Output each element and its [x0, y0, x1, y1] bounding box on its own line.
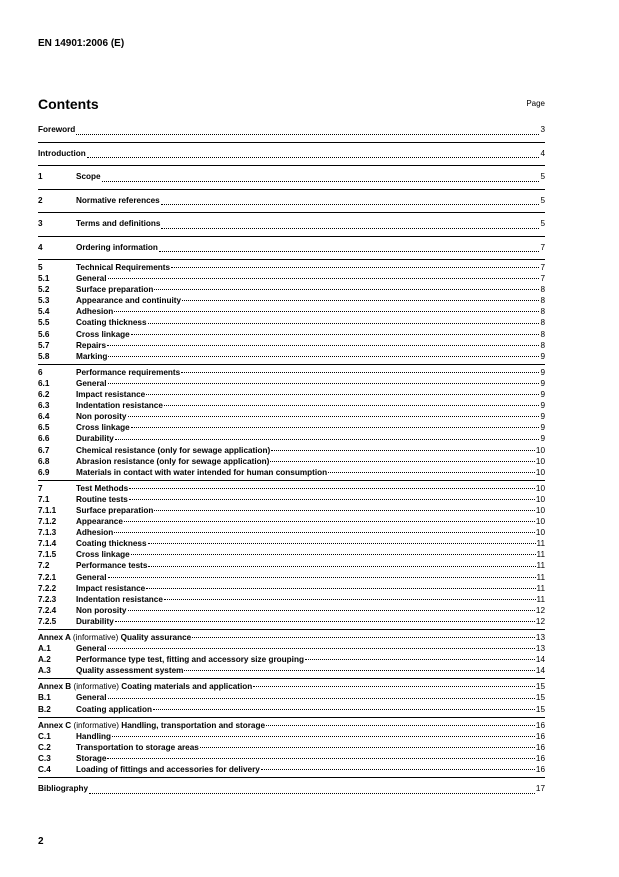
- toc-entry[interactable]: [38, 654, 545, 665]
- toc-entry[interactable]: [38, 583, 545, 594]
- toc-entry-number: 6.9: [38, 467, 50, 477]
- toc-dot-leader: [129, 498, 535, 500]
- annex-label: Annex C: [38, 720, 72, 730]
- toc-dot-leader: [154, 509, 535, 511]
- toc-entry-number: 7.2: [38, 561, 50, 571]
- toc-entry-number: 5.7: [38, 340, 50, 350]
- toc-entry[interactable]: [38, 367, 545, 378]
- toc-entry-page: 9: [540, 351, 545, 361]
- toc-entry-page: 5: [540, 219, 545, 228]
- toc-dot-leader: [148, 565, 535, 567]
- annex-subtitle: Coating materials and application: [121, 682, 253, 692]
- toc-entry-title: [38, 720, 265, 731]
- toc-dot-leader: [108, 647, 535, 649]
- toc-dot-leader: [107, 344, 539, 346]
- toc-entry[interactable]: [38, 616, 545, 627]
- toc-entry-title: General: [76, 693, 107, 703]
- toc-dot-leader: [305, 658, 535, 660]
- toc-dot-leader: [107, 757, 534, 759]
- toc-entry-page: 14: [535, 666, 545, 676]
- toc-entry[interactable]: [38, 742, 545, 753]
- toc-entry[interactable]: [38, 445, 545, 456]
- toc-entry-number: C.1: [38, 731, 51, 741]
- toc-dot-leader: [115, 438, 540, 440]
- toc-entry[interactable]: [38, 643, 545, 654]
- toc-entry-number: 4: [38, 242, 43, 252]
- toc-entry[interactable]: [38, 329, 545, 340]
- toc-dot-leader: [131, 333, 540, 335]
- toc-entry-page: 15: [535, 693, 545, 703]
- page-number: 2: [38, 836, 44, 847]
- page-column-label: Page: [526, 99, 545, 108]
- toc-entry-number: 7.1.1: [38, 505, 57, 515]
- toc-entry-page: 5: [540, 172, 545, 181]
- toc-entry-page: 14: [535, 655, 545, 665]
- toc-entry-title: Impact resistance: [76, 583, 146, 593]
- toc-entry-number: 5.2: [38, 285, 50, 295]
- annex-label: Annex B: [38, 682, 72, 692]
- toc-entry[interactable]: [38, 378, 545, 389]
- document-header: EN 14901:2006 (E): [38, 38, 125, 49]
- toc-entry[interactable]: [38, 422, 545, 433]
- toc-entry[interactable]: [38, 239, 545, 258]
- toc-entry-number: 7.1.2: [38, 517, 57, 527]
- toc-entry-number: A.2: [38, 655, 51, 665]
- toc-entry-title: Performance requirements: [76, 367, 181, 377]
- toc-entry-page: 7: [540, 263, 545, 272]
- toc-dot-leader: [108, 355, 539, 357]
- toc-entry-page: 9: [540, 378, 545, 388]
- toc-entry-page: 9: [540, 367, 545, 377]
- toc-dot-leader: [271, 449, 535, 451]
- toc-separator: [38, 142, 545, 143]
- toc-entry-title: Cross linkage: [76, 423, 130, 433]
- toc-entry-title: Bibliography: [38, 784, 89, 794]
- toc-dot-leader: [261, 768, 535, 770]
- toc-separator: [38, 777, 545, 778]
- toc-entry[interactable]: [38, 665, 545, 676]
- toc-entry-number: 7.1: [38, 494, 50, 504]
- toc-entry-title: [38, 681, 252, 692]
- toc-entry-number: 7.1.3: [38, 528, 57, 538]
- toc-dot-leader: [171, 266, 539, 268]
- toc-entry-page: 12: [535, 616, 545, 626]
- toc-entry-number: C.4: [38, 765, 51, 775]
- toc-entry-page: 11: [536, 561, 545, 571]
- toc-entry-page: 17: [535, 784, 545, 794]
- toc-dot-leader: [153, 708, 535, 710]
- toc-entry-title: Coating thickness: [76, 539, 147, 549]
- toc-entry-title: Performance type test, fitting and accessory size grouping: [76, 655, 304, 665]
- toc-entry[interactable]: [38, 295, 545, 306]
- toc-dot-leader: [270, 460, 535, 462]
- toc-entry-number: 6: [38, 367, 43, 377]
- toc-entry-title: [38, 632, 191, 643]
- toc-entry-title: Adhesion: [76, 528, 114, 538]
- toc-entry-number: 1: [38, 172, 43, 181]
- toc-dot-leader: [181, 371, 539, 373]
- toc-separator: [38, 236, 545, 237]
- toc-dot-leader: [128, 609, 535, 611]
- toc-entry-page: 11: [536, 583, 545, 593]
- toc-dot-leader: [148, 322, 540, 324]
- toc-entry-page: 16: [535, 720, 545, 730]
- toc-entry-title: Storage: [76, 753, 107, 763]
- toc-dot-leader: [87, 156, 540, 158]
- toc-entry-title: Loading of fittings and accessories for delivery: [76, 765, 260, 775]
- toc-separator: [38, 364, 545, 365]
- toc-entry[interactable]: [38, 351, 545, 362]
- toc-entry-title: Non porosity: [76, 605, 127, 615]
- toc-entry-number: 6.5: [38, 423, 50, 433]
- toc-entry-title: Chemical resistance (only for sewage application): [76, 445, 271, 455]
- toc-entry-page: 10: [535, 528, 545, 538]
- toc-entry-title: Test Methods: [76, 483, 129, 493]
- toc-entry-page: 10: [535, 445, 545, 455]
- toc-entry-title: General: [76, 572, 107, 582]
- toc-entry[interactable]: [38, 121, 545, 140]
- toc-entry-title: Foreword: [38, 125, 76, 134]
- toc-entry-number: 7.2.1: [38, 572, 57, 582]
- annex-informative-label: (informative): [73, 682, 119, 692]
- toc-entry-page: 11: [536, 539, 545, 549]
- toc-entry-number: 6.8: [38, 456, 50, 466]
- toc-entry-page: 9: [540, 401, 545, 411]
- toc-entry-title: Ordering information: [76, 242, 158, 252]
- toc-entry-number: B.1: [38, 693, 51, 703]
- toc-dot-leader: [184, 669, 534, 671]
- toc-entry-page: 11: [536, 550, 545, 560]
- annex-label: Annex A: [38, 633, 71, 642]
- toc-entry[interactable]: [38, 731, 545, 742]
- toc-entry-number: 5.8: [38, 351, 50, 361]
- toc-dot-leader: [76, 133, 539, 135]
- toc-entry-title: Coating application: [76, 704, 152, 714]
- toc-entry[interactable]: [38, 527, 545, 538]
- toc-dot-leader: [164, 404, 540, 406]
- toc-entry-page: 8: [540, 318, 545, 328]
- toc-entry[interactable]: [38, 400, 545, 411]
- annex-informative-label: (informative): [72, 633, 119, 642]
- toc-entry-number: 5: [38, 263, 43, 272]
- toc-entry-number: 2: [38, 195, 43, 205]
- toc-entry-number: 6.6: [38, 434, 50, 444]
- toc-dot-leader: [131, 426, 540, 428]
- toc-entry-page: 10: [535, 494, 545, 504]
- toc-entry-title: Transportation to storage areas: [76, 742, 199, 752]
- toc-entry[interactable]: [38, 168, 545, 187]
- toc-entry-title: Terms and definitions: [76, 219, 161, 228]
- toc-entry[interactable]: [38, 516, 545, 527]
- toc-entry-page: 10: [535, 517, 545, 527]
- toc-entry-number: 6.4: [38, 412, 50, 422]
- toc-entry-title: Adhesion: [76, 307, 114, 317]
- toc-entry[interactable]: [38, 317, 545, 328]
- toc-entry-title: Introduction: [38, 148, 86, 158]
- toc-dot-leader: [129, 487, 535, 489]
- toc-entry-title: Scope: [76, 172, 101, 181]
- toc-entry[interactable]: [38, 284, 545, 295]
- toc-dot-leader: [131, 553, 536, 555]
- toc-entry-page: 7: [540, 242, 545, 252]
- toc-separator: [38, 678, 545, 679]
- toc-dot-leader: [148, 542, 536, 544]
- toc-entry[interactable]: [38, 192, 545, 211]
- toc-entry-title: Surface preparation: [76, 285, 154, 295]
- toc-entry-page: 10: [535, 483, 545, 493]
- toc-entry-page: 8: [540, 296, 545, 306]
- toc-entry-number: A.1: [38, 644, 51, 654]
- toc-entry-title: Surface preparation: [76, 505, 154, 515]
- toc-dot-leader: [114, 310, 539, 312]
- toc-entry[interactable]: [38, 681, 545, 692]
- toc-entry-number: 7.1.5: [38, 550, 57, 560]
- toc-entry[interactable]: [38, 753, 545, 764]
- toc-entry-title: Cross linkage: [76, 550, 130, 560]
- toc-entry[interactable]: [38, 538, 545, 549]
- toc-entry-page: 4: [540, 148, 545, 158]
- toc-dot-leader: [161, 203, 540, 205]
- toc-dot-leader: [108, 277, 540, 279]
- toc-separator: [38, 189, 545, 190]
- toc-entry[interactable]: [38, 549, 545, 560]
- toc-entry-page: 10: [535, 505, 545, 515]
- toc-entry-title: Materials in contact with water intended for human consumption: [76, 467, 328, 477]
- toc-dot-leader: [161, 227, 539, 229]
- toc-entry[interactable]: [38, 494, 545, 505]
- toc-entry-number: 7.2.3: [38, 594, 57, 604]
- toc-entry-page: 10: [535, 467, 545, 477]
- toc-entry-title: General: [76, 644, 107, 654]
- toc-separator: [38, 717, 545, 718]
- toc-entry[interactable]: [38, 389, 545, 400]
- toc-entry-page: 11: [536, 572, 545, 582]
- toc-entry-page: 9: [540, 390, 545, 400]
- table-of-contents: [38, 121, 545, 799]
- toc-entry-number: A.3: [38, 666, 51, 676]
- toc-dot-leader: [102, 180, 540, 182]
- toc-dot-leader: [128, 415, 540, 417]
- toc-separator: [38, 259, 545, 260]
- annex-subtitle: Quality assurance: [120, 633, 192, 642]
- toc-entry[interactable]: [38, 692, 545, 703]
- toc-entry-page: 13: [535, 644, 545, 654]
- toc-entry-page: 15: [535, 704, 545, 714]
- toc-entry-title: Performance tests: [76, 561, 148, 571]
- toc-entry-title: Repairs: [76, 340, 107, 350]
- toc-entry[interactable]: [38, 704, 545, 715]
- toc-dot-leader: [328, 471, 535, 473]
- toc-dot-leader: [115, 620, 535, 622]
- toc-dot-leader: [124, 520, 535, 522]
- toc-entry[interactable]: [38, 306, 545, 317]
- toc-dot-leader: [159, 250, 540, 252]
- toc-dot-leader: [164, 598, 536, 600]
- toc-entry-title: Indentation resistance: [76, 401, 163, 411]
- toc-entry-number: 5.3: [38, 296, 50, 306]
- toc-entry-number: 6.2: [38, 390, 50, 400]
- toc-entry-number: 3: [38, 219, 43, 228]
- toc-entry[interactable]: [38, 780, 545, 799]
- toc-entry[interactable]: [38, 505, 545, 516]
- toc-entry-number: 6.3: [38, 401, 50, 411]
- toc-entry-title: Appearance: [76, 517, 123, 527]
- toc-dot-leader: [154, 288, 539, 290]
- toc-entry[interactable]: [38, 411, 545, 422]
- toc-entry[interactable]: [38, 720, 545, 731]
- toc-entry-title: Appearance and continuity: [76, 296, 182, 306]
- toc-entry-page: 5: [540, 195, 545, 205]
- toc-entry-title: Non porosity: [76, 412, 127, 422]
- toc-dot-leader: [182, 299, 539, 301]
- toc-entry-page: 8: [540, 307, 545, 317]
- toc-entry[interactable]: [38, 764, 545, 775]
- toc-dot-leader: [114, 531, 535, 533]
- toc-entry-number: 5.5: [38, 318, 50, 328]
- toc-entry-page: 16: [535, 765, 545, 775]
- toc-entry-page: 10: [535, 456, 545, 466]
- toc-entry-page: 13: [535, 633, 545, 642]
- toc-entry[interactable]: [38, 572, 545, 583]
- toc-entry-number: 7.2.2: [38, 583, 57, 593]
- toc-dot-leader: [108, 382, 540, 384]
- toc-entry-page: 8: [540, 329, 545, 339]
- toc-entry-title: Normative references: [76, 195, 160, 205]
- toc-entry[interactable]: [38, 483, 545, 494]
- toc-entry-number: 5.6: [38, 329, 50, 339]
- toc-entry-page: 16: [535, 742, 545, 752]
- toc-separator: [38, 165, 545, 166]
- toc-entry[interactable]: [38, 632, 545, 643]
- toc-entry[interactable]: [38, 273, 545, 284]
- toc-entry-number: B.2: [38, 704, 51, 714]
- toc-dot-leader: [200, 746, 535, 748]
- toc-entry[interactable]: [38, 560, 545, 571]
- toc-dot-leader: [192, 636, 535, 638]
- toc-entry-page: 16: [535, 753, 545, 763]
- toc-dot-leader: [146, 393, 539, 395]
- toc-dot-leader: [112, 735, 535, 737]
- toc-entry[interactable]: [38, 467, 545, 478]
- toc-entry-number: 7.2.4: [38, 605, 57, 615]
- toc-entry-number: 7: [38, 483, 43, 493]
- toc-entry[interactable]: [38, 145, 545, 164]
- toc-entry[interactable]: [38, 262, 545, 273]
- toc-entry-page: 9: [540, 434, 545, 444]
- toc-entry-title: Impact resistance: [76, 390, 146, 400]
- toc-entry-page: 8: [540, 285, 545, 295]
- toc-dot-leader: [108, 576, 536, 578]
- toc-separator: [38, 212, 545, 213]
- toc-entry-title: Cross linkage: [76, 329, 130, 339]
- toc-entry-title: Quality assessment system: [76, 666, 184, 676]
- toc-entry[interactable]: [38, 456, 545, 467]
- toc-entry-page: 7: [540, 274, 545, 284]
- toc-entry-title: Marking: [76, 351, 108, 361]
- toc-entry-title: Abrasion resistance (only for sewage application): [76, 456, 270, 466]
- toc-entry-number: C.3: [38, 753, 51, 763]
- toc-entry-page: 16: [535, 731, 545, 741]
- toc-entry-number: 7.2.5: [38, 616, 57, 626]
- toc-entry[interactable]: [38, 433, 545, 444]
- toc-entry-number: 5.4: [38, 307, 50, 317]
- toc-entry[interactable]: [38, 594, 545, 605]
- toc-dot-leader: [266, 724, 535, 726]
- toc-entry-title: Technical Requirements: [76, 263, 171, 272]
- toc-entry[interactable]: [38, 215, 545, 234]
- toc-entry-page: 15: [535, 682, 545, 692]
- toc-entry-number: C.2: [38, 742, 51, 752]
- toc-entry-page: 8: [540, 340, 545, 350]
- toc-entry-title: General: [76, 378, 107, 388]
- annex-informative-label: (informative): [73, 720, 119, 730]
- toc-entry-number: 6.7: [38, 445, 50, 455]
- toc-dot-leader: [146, 587, 535, 589]
- toc-entry-page: 3: [540, 125, 545, 134]
- toc-entry-title: Durability: [76, 616, 114, 626]
- toc-entry-page: 9: [540, 423, 545, 433]
- toc-entry-title: Routine tests: [76, 494, 128, 504]
- toc-entry-title: Handling: [76, 731, 112, 741]
- toc-entry-title: General: [76, 274, 107, 284]
- toc-separator: [38, 629, 545, 630]
- annex-subtitle: Handling, transportation and storage: [121, 720, 266, 730]
- toc-entry-title: Indentation resistance: [76, 594, 163, 604]
- contents-title: Contents: [38, 96, 99, 112]
- toc-entry-page: 12: [535, 605, 545, 615]
- toc-entry-title: Durability: [76, 434, 114, 444]
- toc-dot-leader: [253, 685, 535, 687]
- toc-entry-number: 5.1: [38, 274, 50, 284]
- toc-dot-leader: [108, 697, 535, 699]
- toc-entry-number: 7.1.4: [38, 539, 57, 549]
- toc-entry[interactable]: [38, 605, 545, 616]
- toc-entry-page: 9: [540, 412, 545, 422]
- toc-entry-title: Coating thickness: [76, 318, 147, 328]
- toc-dot-leader: [89, 792, 535, 794]
- toc-entry-page: 11: [536, 594, 545, 604]
- toc-entry[interactable]: [38, 340, 545, 351]
- toc-separator: [38, 480, 545, 481]
- toc-entry-number: 6.1: [38, 378, 50, 388]
